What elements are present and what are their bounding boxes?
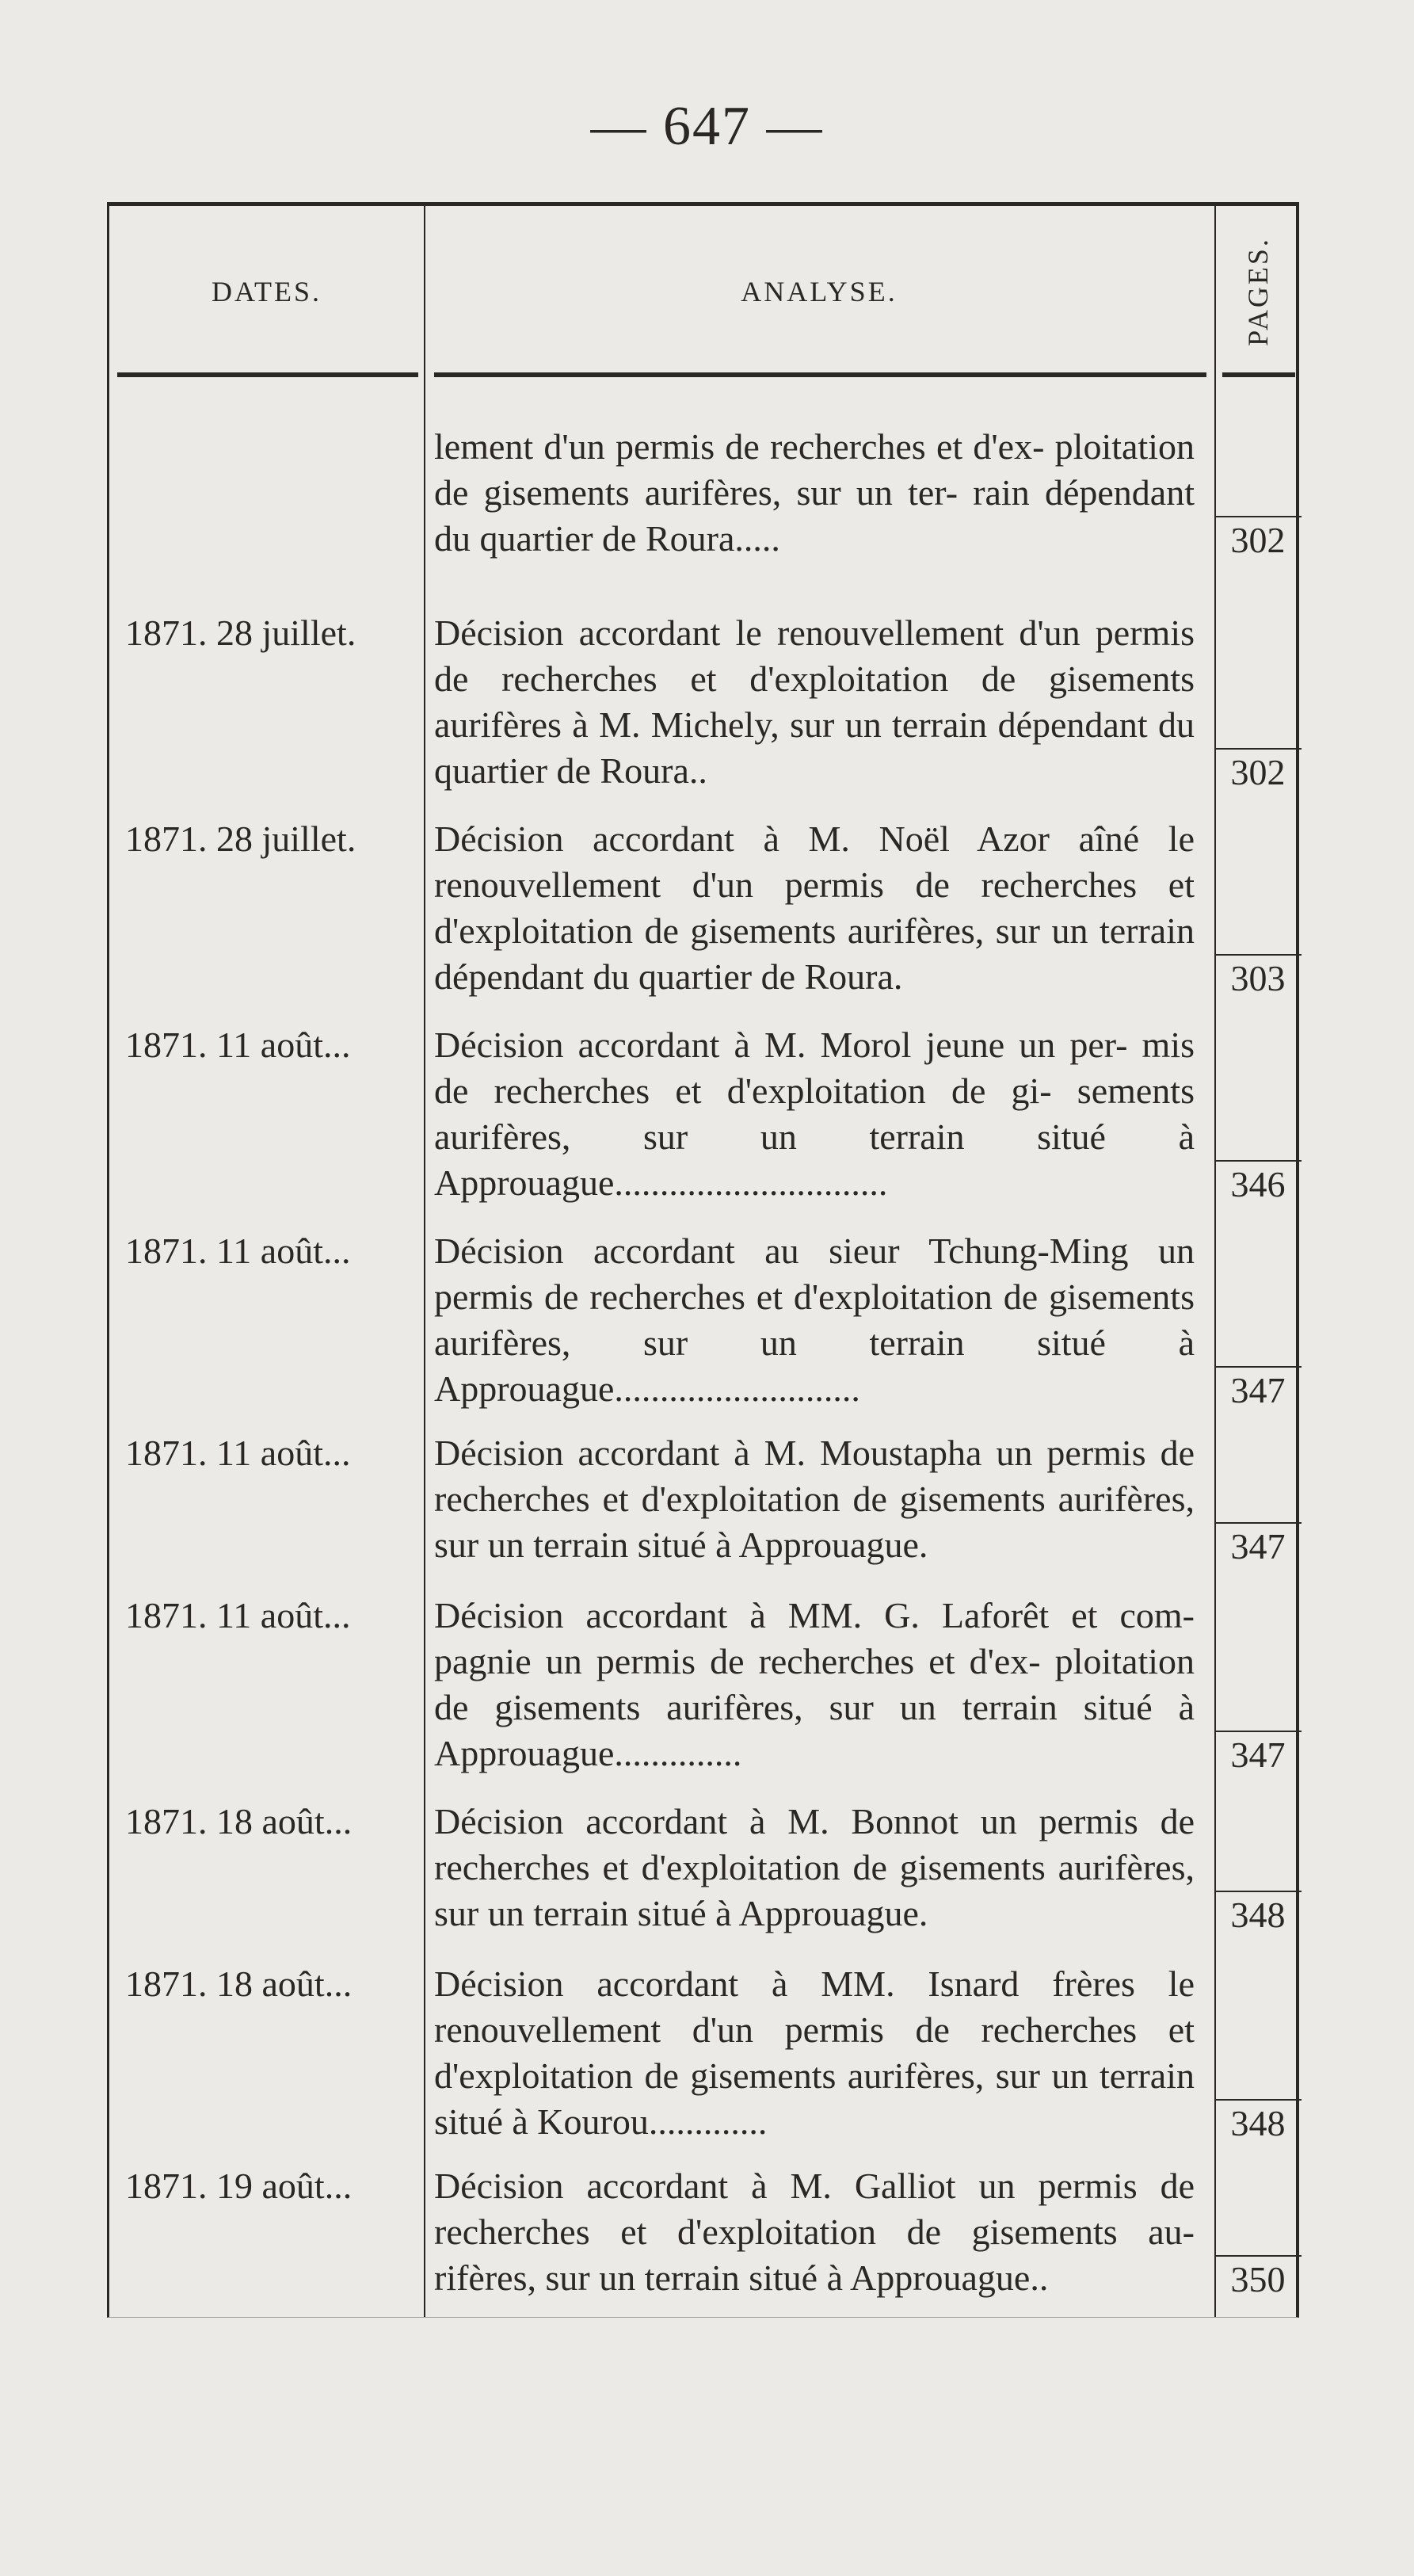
entry-page: 302 [1214,748,1302,796]
entry-analysis: Décision accordant à M. Moustapha un permis de recherches et d'exploitation de gisements aurifères, sur un terrain situé à Approuague. [434,1433,1195,1565]
entry-page: 347 [1214,1366,1302,1414]
entry-analysis: Décision accordant à M. Galliot un permis de recherches et d'exploitation de gisements au- rifères, sur un terrain situé à Approuague.. [434,2166,1195,2298]
entry-analysis: Décision accordant à M. Morol jeune un per- mis de recherches et d'exploitation de gi- sements aurifères, sur un terrain situé à Approuague.............................. [434,1025,1195,1203]
entry-date: 1871. 28 juillet. [125,613,356,653]
header-dates: DATES. [211,275,322,307]
entry-analysis: Décision accordant le renouvellement d'un permis de recherches et d'exploitation de gisements aurifères à M. Michely, sur un terrain dépendant du quartier de Roura.. [434,613,1195,791]
entry-page: 347 [1214,1731,1302,1778]
entry-analysis: Décision accordant au sieur Tchung-Ming un permis de recherches et d'exploitation de gisements aurifères, sur un terrain situé à Approuague........................... [434,1231,1195,1409]
entry-page: 350 [1214,2255,1302,2303]
entry-date: 1871. 19 août... [125,2166,353,2206]
entry-page: 348 [1214,1891,1302,1938]
index-table [107,202,1299,2318]
entry-date: 1871. 18 août... [125,1801,353,1841]
header-rule [434,372,1206,377]
entry-page: 346 [1214,1160,1302,1208]
entry-page: 347 [1214,1522,1302,1570]
entry-analysis: lement d'un permis de recherches et d'ex- ploitation de gisements aurifères, sur un ter- rain dépendant du quartier de Roura..... [434,426,1195,559]
entry-analysis: Décision accordant à MM. Isnard frères le renouvellement d'un permis de recherches et d'exploitation de gisements aurifères, sur un terrain situé à Kourou............. [434,1963,1195,2142]
header-pages [1214,206,1302,376]
entry-date: 1871. 11 août... [125,1025,351,1065]
entry-date: 1871. 11 août... [125,1231,351,1271]
entry-page: 348 [1214,2099,1302,2147]
header-pages-label: PAGES. [1242,236,1275,346]
header-rule [117,372,418,377]
page-number: — 647 — [590,96,824,157]
header-rule [1222,372,1295,377]
entry-date: 1871. 11 août... [125,1595,351,1635]
entry-analysis: Décision accordant à M. Bonnot un permis de recherches et d'exploitation de gisements aurifères, sur un terrain situé à Approuague. [434,1801,1195,1933]
entry-page: 303 [1214,954,1302,1002]
entry-date: 1871. 28 juillet. [125,819,356,859]
header-analyse: ANALYSE. [741,275,898,307]
entry-date: 1871. 11 août... [125,1433,351,1473]
entry-analysis: Décision accordant à MM. G. Laforêt et com- pagnie un permis de recherches et d'ex- ploitation de gisements aurifères, sur un terrain situé à Approuague.............. [434,1595,1195,1773]
entry-date: 1871. 18 août... [125,1963,353,2004]
entry-analysis: Décision accordant à M. Noël Azor aîné le renouvellement d'un permis de recherches et d'exploitation de gisements aurifères, sur un terrain dépendant du quartier de Roura. [434,819,1195,997]
entry-page: 302 [1214,516,1302,563]
